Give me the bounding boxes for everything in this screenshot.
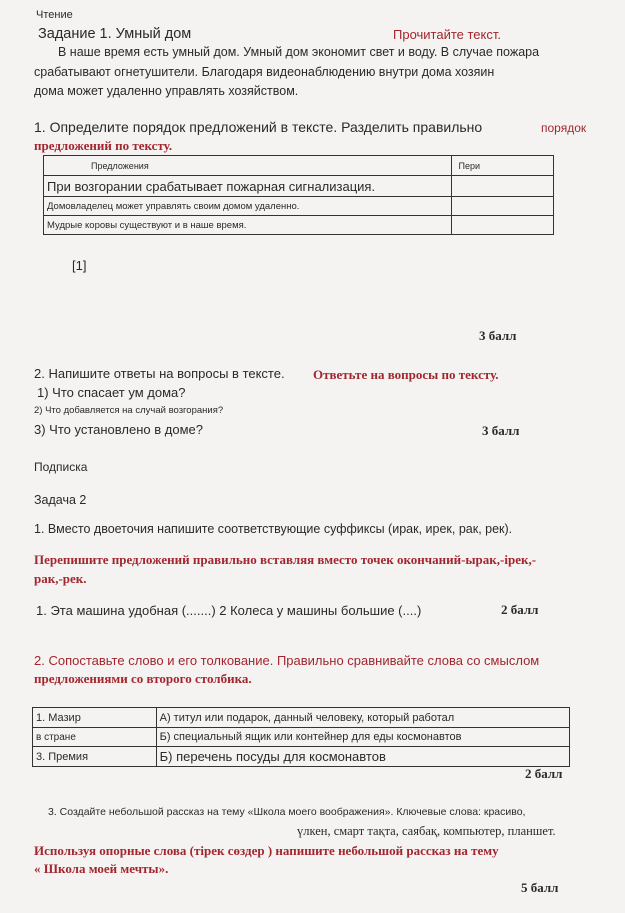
match-definition: А) титул или подарок, данный человеку, который работал [156, 708, 569, 728]
table-row [33, 728, 570, 747]
task2-q1-red-line1: Перепишите предложений правильно вставляя вместо точек окончаний-ырак,-ірек,- [34, 552, 537, 567]
section-label: Чтение [36, 9, 73, 21]
task2-q3-line1: 3. Создайте небольшой рассказ на тему «Школа моего воображения». Ключевые слова: красиво, [48, 806, 526, 818]
match-definition: Б) специальный ящик или контейнер для еды космонавтов [156, 728, 569, 747]
sentence-cell: При возгорании срабатывает пожарная сигнализация. [44, 176, 452, 197]
task2-q1-sentence: 1. Эта машина удобная (.......) 2 Колеса у машины большие (....) [36, 603, 422, 618]
task2-q3-line2: үлкен, смарт тақта, саябақ, компьютер, планшет. [297, 824, 556, 838]
order-header: Пери [452, 156, 554, 176]
signature-label: Подписка [34, 460, 88, 474]
text-line-3: дома может удаленно управлять хозяйством. [34, 84, 299, 98]
q2-question-2: 2) Что добавляется на случай возгорания? [34, 405, 224, 416]
order-table [43, 155, 554, 235]
q2-score: 3 балл [482, 423, 520, 438]
q1-red-line2: предложений по тексту. [34, 138, 173, 153]
table-row [44, 176, 554, 197]
task2-q1-red-line2: рак,-рек. [34, 571, 87, 586]
q1-text: 1. Определите порядок предложений в тексте. Разделить правильно [34, 119, 483, 135]
task1-title: Задание 1. Умный дом [38, 26, 192, 42]
q2-question-3: 3) Что установлено в доме? [34, 422, 203, 437]
sentence-cell: Домовладелец может управлять своим домом удаленно. [44, 197, 452, 216]
match-definition: Б) перечень посуды для космонавтов [156, 747, 569, 767]
match-word: в стране [33, 728, 157, 747]
q1-score: 3 балл [479, 328, 517, 343]
task1-instruction: Прочитайте текст. [393, 27, 501, 42]
match-table [32, 707, 570, 767]
order-table-header [44, 156, 554, 176]
match-word: 3. Премия [33, 747, 157, 767]
task2-q2-score: 2 балл [525, 766, 563, 781]
answer-cell[interactable] [452, 176, 554, 197]
text-line-1: В наше время есть умный дом. Умный дом экономит свет и воду. В случае пожара [58, 45, 540, 59]
task2-q3-red-line2: « Школа моей мечты». [34, 861, 169, 876]
q2-red: Ответьте на вопросы по тексту. [313, 367, 499, 382]
table-row [33, 708, 570, 728]
task2-q2-red: предложениями со второго столбика. [34, 671, 252, 686]
text-line-2: срабатывают огнетушители. Благодаря видеонаблюдению внутри дома хозяин [34, 65, 495, 79]
q2-question-1: 1) Что спасает ум дома? [37, 385, 186, 400]
table-row [44, 197, 554, 216]
q1-red-end: порядок [541, 121, 587, 135]
task2-q3-score: 5 балл [521, 880, 559, 895]
match-word: 1. Мазир [33, 708, 157, 728]
task2-q1-text: 1. Вместо двоеточия напишите соответствующие суффиксы (ирак, ирек, рак, рек). [34, 522, 513, 536]
sentences-header: Предложения [44, 156, 452, 176]
task2-q3-red-line1: Используя опорные слова (тірек сөздер ) напишите небольшой рассказ на тему [34, 843, 499, 858]
task2-title: Задача 2 [34, 493, 87, 507]
task2-q2-text: 2. Сопоставьте слово и его толкование. Правильно сравнивайте слова со смыслом [34, 653, 540, 668]
table-row [33, 747, 570, 767]
task2-q1-score: 2 балл [501, 602, 539, 617]
answer-cell[interactable] [452, 216, 554, 235]
sentence-cell: Мудрые коровы существуют и в наше время. [44, 216, 452, 235]
q1-mark: [1] [72, 258, 87, 273]
answer-cell[interactable] [452, 197, 554, 216]
q2-text: 2. Напишите ответы на вопросы в тексте. [34, 366, 285, 381]
table-row [44, 216, 554, 235]
